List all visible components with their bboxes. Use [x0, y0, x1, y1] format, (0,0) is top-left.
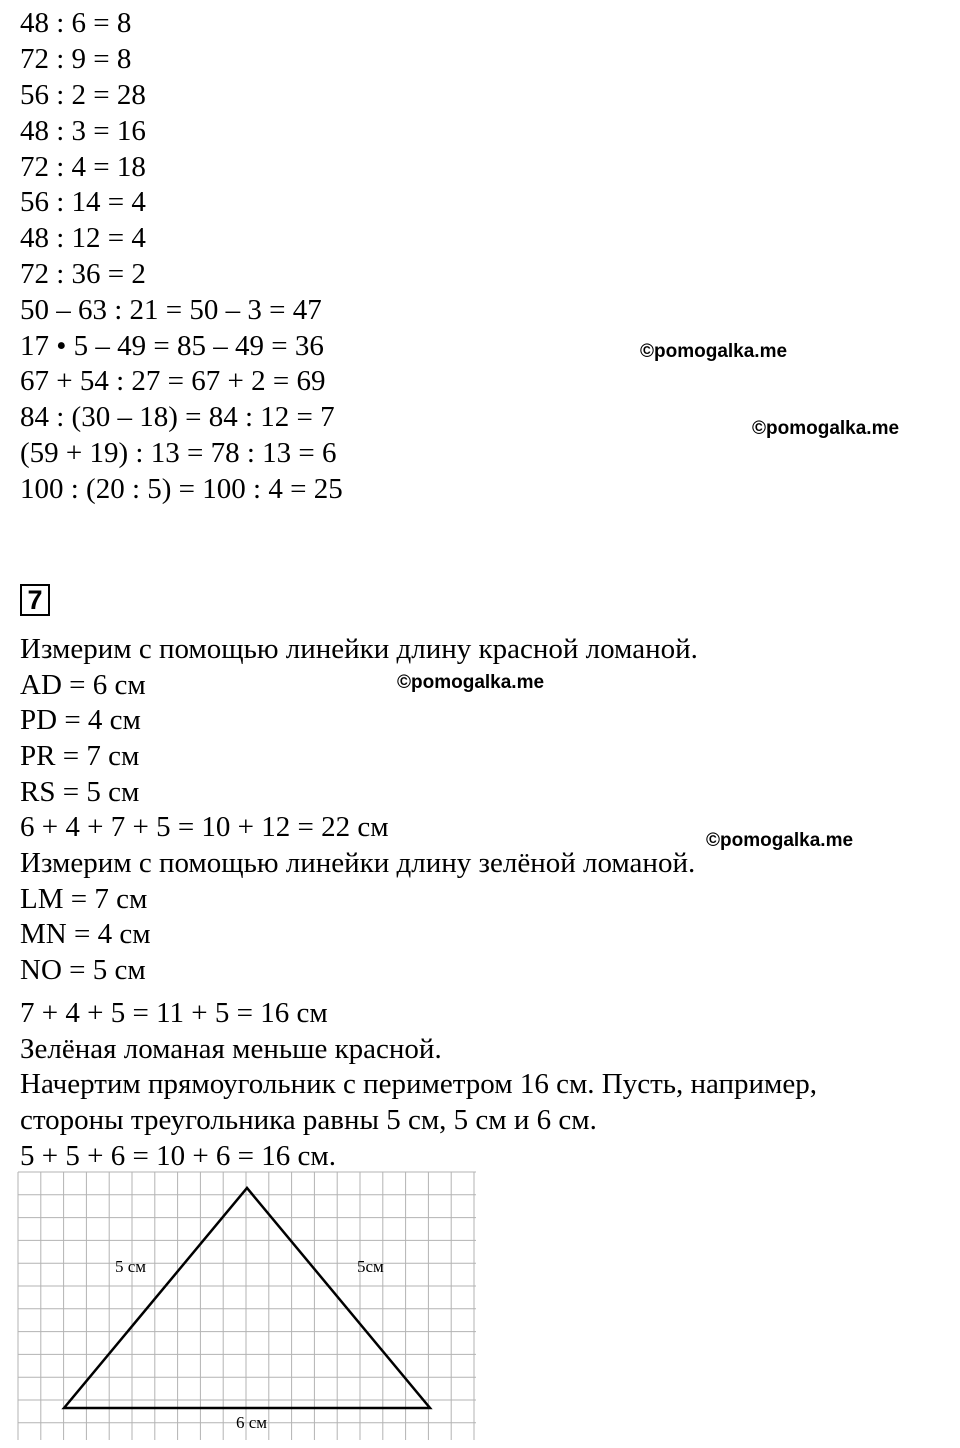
task-line: PR = 7 см	[20, 740, 140, 772]
task-line: Измерим с помощью линейки длину зелёной ломаной.	[20, 847, 696, 879]
task-line: PD = 4 см	[20, 704, 141, 736]
task-line: стороны треугольника равны 5 см, 5 см и 6 см.	[20, 1104, 597, 1136]
task-line: 6 + 4 + 7 + 5 = 10 + 12 = 22 см	[20, 811, 389, 843]
calc-line: 100 : (20 : 5) = 100 : 4 = 25	[20, 473, 343, 505]
task-line: Зелёная ломаная меньше красной.	[20, 1033, 442, 1065]
calc-line: 56 : 2 = 28	[20, 79, 146, 111]
calc-line: 72 : 9 = 8	[20, 43, 132, 75]
watermark: ©pomogalka.me	[397, 672, 545, 693]
calc-line: 48 : 12 = 4	[20, 222, 146, 254]
calc-line: 17 • 5 – 49 = 85 – 49 = 36	[20, 330, 324, 362]
task-line: Начертим прямоугольник с периметром 16 см. Пусть, например,	[20, 1068, 818, 1100]
task-line: 7 + 4 + 5 = 11 + 5 = 16 см	[20, 997, 328, 1029]
calc-line: (59 + 19) : 13 = 78 : 13 = 6	[20, 437, 337, 469]
task-line: LM = 7 см	[20, 883, 148, 915]
task-line: MN = 4 см	[20, 918, 151, 950]
watermark: ©pomogalka.me	[640, 341, 788, 362]
right-side-label: 5см	[357, 1257, 384, 1276]
left-side-label: 5 см	[115, 1257, 147, 1276]
task-line: RS = 5 см	[20, 776, 140, 808]
task-line: 5 + 5 + 6 = 10 + 6 = 16 см.	[20, 1140, 336, 1172]
task-number-badge: 7	[20, 584, 50, 616]
calc-line: 67 + 54 : 27 = 67 + 2 = 69	[20, 365, 326, 397]
calc-line: 50 – 63 : 21 = 50 – 3 = 47	[20, 294, 322, 326]
calc-line: 84 : (30 – 18) = 84 : 12 = 7	[20, 401, 335, 433]
calc-line: 48 : 6 = 8	[20, 7, 132, 39]
calc-line: 72 : 36 = 2	[20, 258, 146, 290]
calc-line: 56 : 14 = 4	[20, 186, 146, 218]
task-line: Измерим с помощью линейки длину красной ломаной.	[20, 633, 698, 665]
base-label: 6 см	[236, 1413, 268, 1432]
calc-line: 72 : 4 = 18	[20, 151, 146, 183]
watermark: ©pomogalka.me	[706, 830, 854, 851]
triangle	[64, 1188, 430, 1408]
watermark: ©pomogalka.me	[752, 418, 900, 439]
task-line: AD = 6 см	[20, 669, 146, 701]
task-line: NO = 5 см	[20, 954, 146, 986]
grid-paper	[18, 1172, 476, 1440]
calc-line: 48 : 3 = 16	[20, 115, 146, 147]
